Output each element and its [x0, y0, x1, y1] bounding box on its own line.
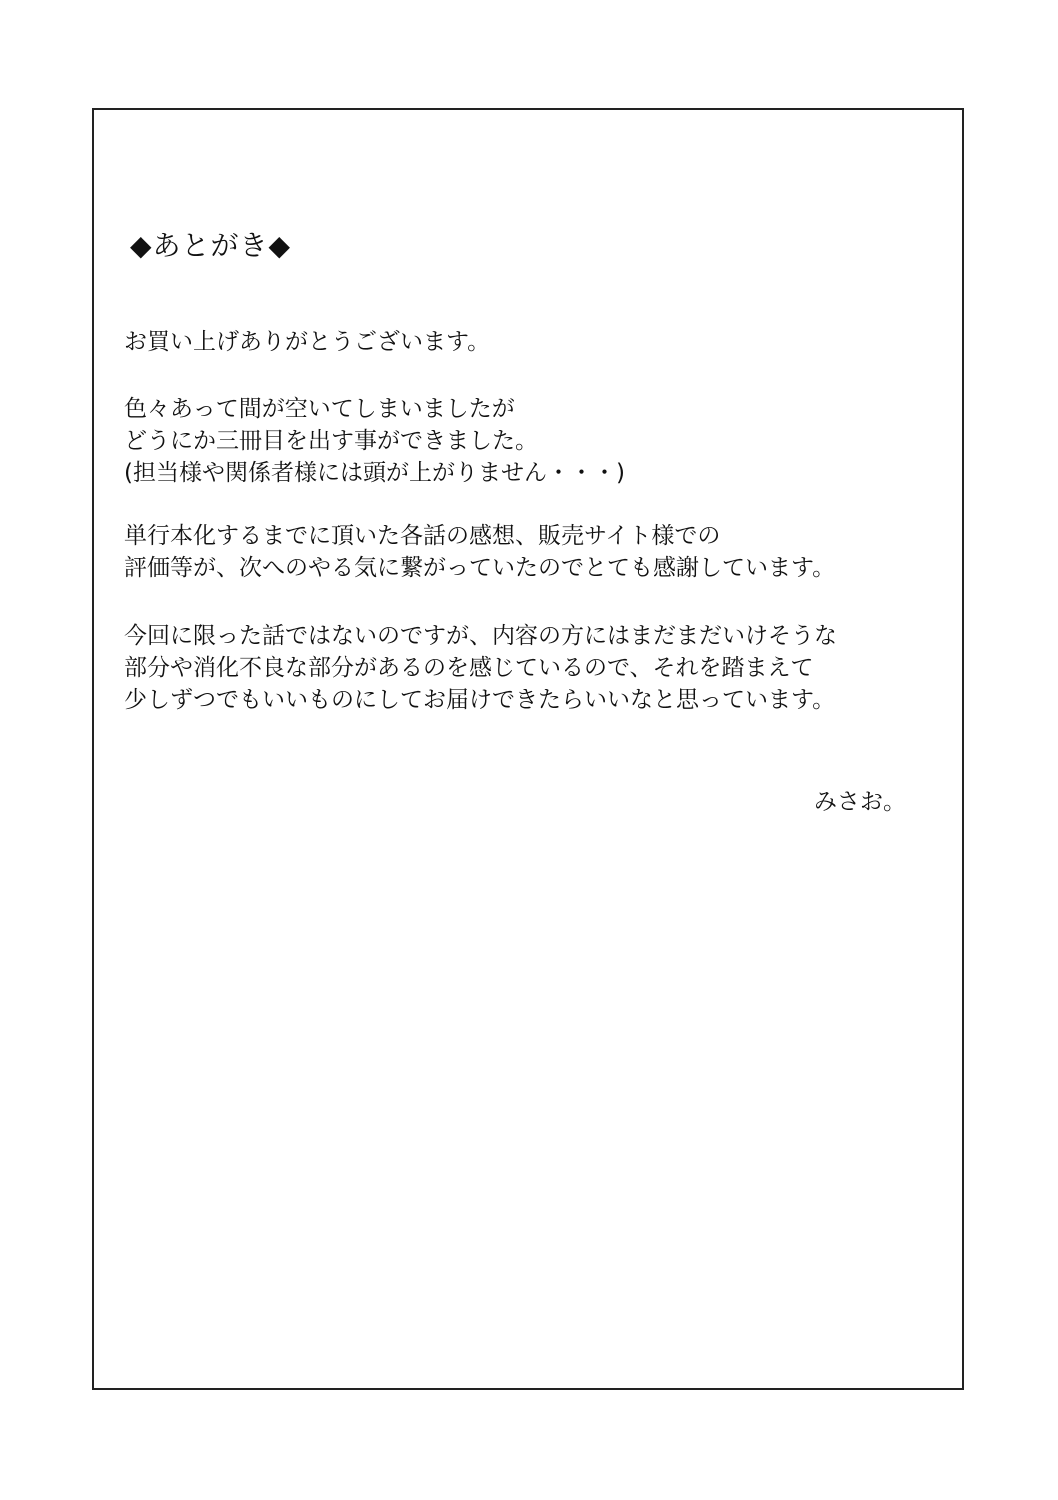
text-line: 部分や消化不良な部分があるのを感じているので、それを踏まえて	[124, 655, 814, 681]
author-signature: みさお。	[814, 789, 906, 815]
afterword-title: ◆あとがき◆	[130, 229, 292, 262]
text-line: 評価等が、次へのやる気に繋がっていたのでとても感謝しています。	[124, 555, 836, 581]
text-line: 今回に限った話ではないのですが、内容の方にはまだまだいけそうな	[124, 623, 837, 649]
paragraph-third-volume	[124, 393, 625, 489]
paragraph-thanks	[124, 326, 490, 358]
text-line: どうにか三冊目を出す事ができました。	[124, 428, 538, 454]
paragraph-improvement	[124, 620, 837, 716]
text-line: お買い上げありがとうございます。	[124, 329, 491, 355]
page-border-frame	[92, 108, 964, 1390]
text-line: (担当様や関係者様には頭が上がりません・・・)	[124, 460, 625, 486]
text-line: 色々あって間が空いてしまいましたが	[124, 396, 515, 422]
text-line: 単行本化するまでに頂いた各話の感想、販売サイト様での	[124, 523, 721, 549]
text-line: 少しずつでもいいものにしてお届けできたらいいなと思っています。	[124, 687, 836, 713]
paragraph-gratitude	[124, 520, 835, 584]
